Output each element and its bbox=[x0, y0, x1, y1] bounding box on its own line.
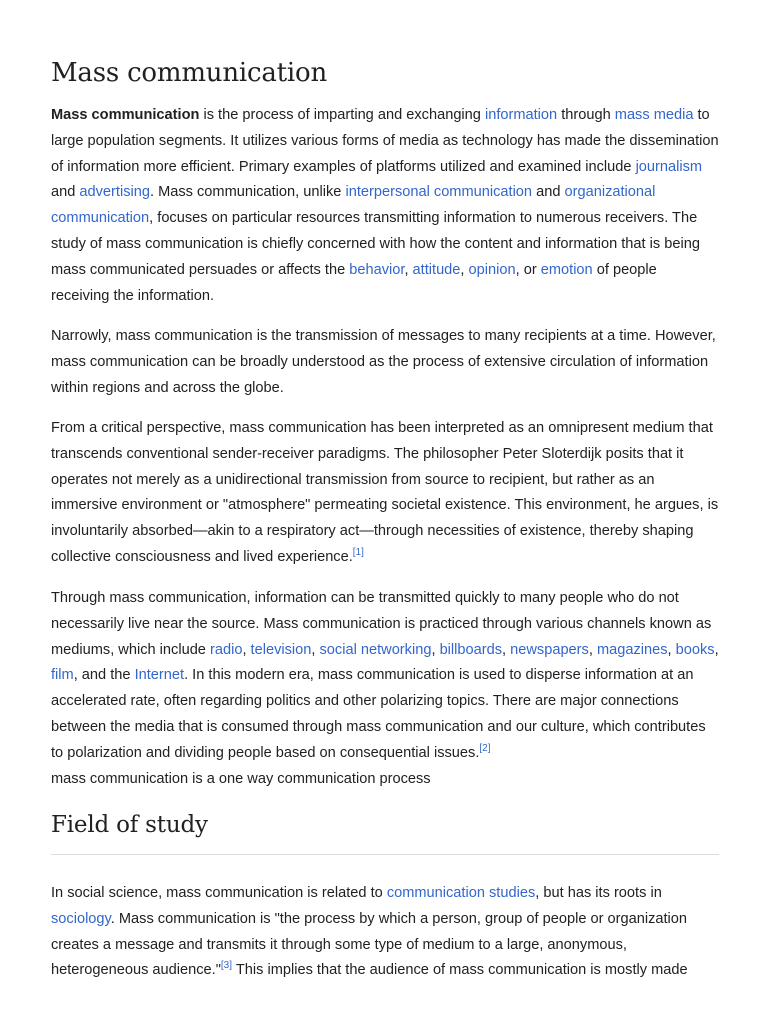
text-run: , bbox=[502, 641, 511, 658]
link-magazines[interactable]: magazines bbox=[596, 641, 668, 658]
intro-paragraph-block bbox=[51, 103, 719, 309]
link-internet[interactable]: Internet bbox=[134, 667, 185, 684]
text-run: , bbox=[404, 261, 413, 278]
section-field-of-study bbox=[51, 810, 719, 840]
paragraph-5 bbox=[51, 881, 719, 984]
link-television[interactable]: television bbox=[250, 641, 312, 658]
link-sociology[interactable]: sociology bbox=[51, 910, 111, 927]
link-advertising[interactable]: advertising bbox=[79, 184, 150, 201]
text-run: , bbox=[431, 641, 440, 658]
text-run: , focuses on particular resources transmitting information to numerous receivers. The study of mass communication is chiefly concerned with how the content and information that is being mass communicated persuades or affects the bbox=[51, 210, 700, 278]
text-run: is the process of imparting and exchanging bbox=[199, 107, 485, 123]
link-journalism[interactable]: journalism bbox=[635, 158, 703, 175]
text-run: , bbox=[460, 261, 469, 278]
text-run: In social science, mass communication is related to bbox=[51, 885, 387, 901]
text-run: of people receiving the information. bbox=[51, 261, 657, 304]
link-emotion[interactable]: emotion bbox=[540, 261, 593, 278]
paragraph-3 bbox=[51, 416, 719, 571]
section-divider bbox=[51, 854, 719, 855]
paragraph-4 bbox=[51, 586, 719, 792]
text-run: mass communication is a one way communication process bbox=[51, 770, 431, 787]
link-film[interactable]: film bbox=[51, 667, 74, 684]
link-mass-media[interactable]: mass media bbox=[614, 107, 694, 123]
link-radio[interactable]: radio bbox=[209, 641, 243, 658]
link-organizational-communication[interactable]: organizational communication bbox=[51, 184, 656, 227]
text-run: This implies that the audience of mass communication is mostly made bbox=[232, 962, 688, 979]
paragraph-5-block bbox=[51, 881, 719, 984]
link-interpersonal-communication[interactable]: interpersonal communication bbox=[345, 184, 533, 201]
intro-paragraph bbox=[51, 103, 719, 309]
link-books[interactable]: books bbox=[675, 641, 715, 658]
text-run: . Mass communication, unlike bbox=[149, 184, 346, 201]
link-attitude[interactable]: attitude bbox=[412, 261, 461, 278]
link-information[interactable]: information bbox=[484, 107, 558, 123]
paragraph-4-block bbox=[51, 586, 719, 792]
link-social-networking[interactable]: social networking bbox=[319, 641, 432, 658]
text-run: From a critical perspective, mass communication has been interpreted as an omnipresent medium that transcends conventional sender-receiver paradigms. The philosopher Peter Sloterdijk posits that it operates not merely as a unidirectional transmission from source to recipient, but rather as an immersive environment or "atmosphere" permeating societal existence. This environment, he argues, is involuntarily absorbed—akin to a respiratory act—through necessities of existence, thereby shaping collective consciousness and lived experience. bbox=[51, 420, 719, 565]
text-run: , bbox=[311, 641, 320, 658]
link-billboards[interactable]: billboards bbox=[439, 641, 503, 658]
text-run: , bbox=[242, 641, 251, 658]
text-run: to large population segments. It utilizes various forms of media as technology has made the dissemination of information more efficient. Primary examples of platforms utilized and examined include bbox=[51, 107, 719, 175]
link-communication-studies[interactable]: communication studies bbox=[386, 885, 536, 901]
bold-term: Mass communication bbox=[51, 107, 200, 123]
paragraph-2: Narrowly, mass communication is the transmission of messages to many recipients at a time. However, mass communication can be broadly understood as the process of extensive circulation of information within regions and across the globe. bbox=[51, 328, 716, 396]
text-run: , bbox=[588, 641, 597, 658]
link-opinion[interactable]: opinion bbox=[468, 261, 516, 278]
paragraph-2-block bbox=[51, 324, 719, 401]
text-run: , and the bbox=[73, 667, 135, 684]
citation-link[interactable]: [1] bbox=[352, 547, 364, 559]
text-run: , but has its roots in bbox=[535, 885, 662, 901]
paragraph-3-block bbox=[51, 416, 719, 571]
text-run: . Mass communication is "the process by which a person, group of people or organization creates a message and transmits it through some type of medium to a large, anonymous, heterogeneous audience." bbox=[51, 910, 688, 979]
page-title: Mass communication bbox=[51, 58, 328, 88]
citation-link[interactable]: [3] bbox=[220, 960, 233, 972]
section-heading: Field of study bbox=[51, 812, 208, 838]
text-run: , bbox=[714, 641, 719, 658]
text-run: and bbox=[532, 184, 565, 201]
text-run: Through mass communication, information can be transmitted quickly to many people who do not necessarily live near the source. Mass communication is practiced through various channels known as mediums, which include bbox=[51, 590, 712, 658]
link-behavior[interactable]: behavior bbox=[349, 261, 405, 278]
citation-link[interactable]: [2] bbox=[479, 742, 491, 754]
text-run: , or bbox=[515, 261, 541, 278]
text-run: . In this modern era, mass communication is used to disperse information at an accelerated rate, often regarding politics and other polarizing topics. There are major connections between the media that is consumed through mass communication and our culture, which contributes to polarization and dividing people based on consequential issues. bbox=[51, 667, 706, 761]
text-run: through bbox=[557, 107, 615, 123]
text-run: and bbox=[51, 184, 80, 201]
link-newspapers[interactable]: newspapers bbox=[510, 641, 589, 658]
text-run: , bbox=[667, 641, 676, 658]
